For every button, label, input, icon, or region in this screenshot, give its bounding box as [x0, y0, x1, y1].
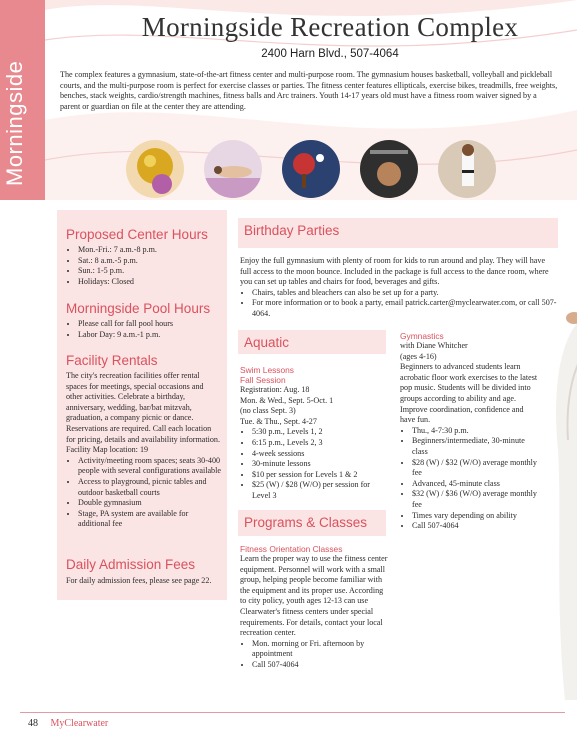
hours-item: • Sun.: 1-5 p.m. [78, 266, 221, 277]
rentals-heading: Facility Rentals [66, 353, 158, 368]
admission-heading: Daily Admission Fees [66, 557, 196, 572]
pool-section [66, 301, 221, 340]
yoga-photo [204, 140, 262, 198]
hours-item: • Holidays: Closed [78, 277, 221, 288]
pool-item: • Please call for fall pool hours [78, 319, 221, 330]
fall-session-label: Fall Session [240, 375, 286, 385]
gymnastics-item: • Advanced, 45-minute class [412, 479, 540, 490]
birthday-heading: Birthday Parties [244, 223, 340, 238]
gymnastics-section [400, 331, 540, 532]
intro-paragraph: The complex features a gymnasium, state-of-the-art fitness center and multi-purpose room. The gymnasium houses basketball, volleyball and pickleball courts, and the multi-purpose room is perfect for exercise classes or parties. The fitness center features ellipticals, exercise bikes, treadmills, free weights, benches, stack weights, cardio/strength machines, fitness balls and Arc trainers. Youth 14-17 years old must have a fitness room waiver signed by a parent or guardian on file at the center they are attending. [60, 70, 558, 111]
aquatic-item: • 4-week sessions [252, 449, 390, 460]
pool-item: • Labor Day: 9 a.m.-1 p.m. [78, 330, 221, 341]
aquatic-item: • 30-minute lessons [252, 459, 390, 470]
aquatic-line: Tue. & Thu., Sept. 4-27 [240, 416, 317, 426]
martial-artist-figure [540, 300, 577, 700]
gymnastics-text: Beginners to advanced students learn acrobatic floor work exercises to the latest pop music. Students will be divided into groups according to ability and age. Improve coordination, confidence and have fun. [400, 362, 538, 425]
fitness-machine-photo [360, 140, 418, 198]
hours-heading: Proposed Center Hours [66, 227, 208, 242]
programs-list [240, 639, 390, 671]
martial-arts-photo [438, 140, 496, 198]
ping-pong-photo [282, 140, 340, 198]
aquatic-item: • 5:30 p.m., Levels 1, 2 [252, 427, 390, 438]
hours-item: • Sat.: 8 a.m.-5 p.m. [78, 256, 221, 267]
birthday-item: • Chairs, tables and bleachers can also be set up for a party. [252, 288, 558, 299]
birthday-item: • For more information or to book a party, email patrick.carter@myclearwater.com, or call 507-4064. [252, 298, 558, 319]
rentals-item: • Activity/meeting room spaces; seats 30-400 people with several configurations available [78, 456, 221, 477]
gymnastics-item: • Times vary depending on ability [412, 511, 540, 522]
pool-heading: Morningside Pool Hours [66, 301, 211, 316]
footer-brand: MyClearwater [50, 718, 109, 729]
photo-strip [126, 140, 566, 200]
footer [28, 718, 108, 729]
gymnastics-item: • Beginners/intermediate, 30-minute class [412, 436, 540, 457]
gymnastics-line: (ages 4-16) [400, 351, 437, 361]
aquatic-item: • 6:15 p.m., Levels 2, 3 [252, 438, 390, 449]
hours-section [66, 227, 221, 287]
aquatic-item: • $25 (W) / $28 (W/O) per session for Level 3 [252, 480, 390, 501]
swim-lessons-label: Swim Lessons [240, 365, 294, 375]
gymnastics-item: • $28 (W) / $32 (W/O) average monthly fee [412, 458, 540, 479]
rentals-item: • Stage, PA system are available for additional fee [78, 509, 221, 530]
programs-item: • Call 507-4064 [252, 660, 390, 671]
aquatic-item: • $10 per session for Levels 1 & 2 [252, 470, 390, 481]
aquatic-line: (no class Sept. 3) [240, 406, 296, 416]
birthday-section [240, 256, 558, 320]
programs-text: Learn the proper way to use the fitness center equipment. Personnel will work with a small group, helping people become familiar with the equipment and its proper use. According to city policy, youth ages 12-13 can use Clearwater's fitness centers under special requirements. For details, contact your local recreation center. [240, 554, 388, 638]
rentals-item: • Access to playground, picnic tables and outdoor basketball courts [78, 477, 221, 498]
rentals-text: The city's recreation facilities offer rental spaces for meetings, special occasions and other activities. Celebrate a birthday, anniversary, wedding, bar/bat mitzvah, graduation, a company picnic or dance. Reservations are required. Call each location for pricing, details and availability information. Facility Map location: 19 [66, 371, 220, 455]
gymnastics-item: • $32 (W) / $36 (W/O) average monthly fee [412, 489, 540, 510]
aquatic-line: Mon. & Wed., Sept. 5-Oct. 1 [240, 395, 334, 405]
birthday-text: Enjoy the full gymnasium with plenty of room for kids to run around and play. They will have full access to the moon bounce. Included in the package is full access to the dance room, where you can set up tables and chairs for food, beverages and gifts. [240, 256, 549, 287]
hours-item: • Mon.-Fri.: 7 a.m.-8 p.m. [78, 245, 221, 256]
page-subtitle: 2400 Harn Blvd., 507-4064 [261, 48, 399, 60]
aquatic-section [240, 365, 390, 502]
gymnastics-line: with Diane Whitcher [400, 341, 468, 350]
aquatic-line: Registration: Aug. 18 [240, 385, 310, 394]
rentals-list [66, 456, 221, 530]
hours-list [66, 245, 221, 287]
fitness-ball-photo [126, 140, 184, 198]
page-number: 48 [28, 718, 38, 729]
admission-section [66, 557, 221, 587]
fitness-orientation-label: Fitness Orientation Classes [240, 544, 343, 554]
programs-heading: Programs & Classes [244, 515, 368, 530]
gymnastics-label: Gymnastics [400, 331, 444, 341]
footer-rule [20, 712, 565, 713]
aquatic-heading: Aquatic [244, 335, 290, 350]
gymnastics-list [400, 426, 540, 532]
aquatic-list [240, 427, 390, 501]
pool-list [66, 319, 221, 340]
gymnastics-item: • Thu., 4-7:30 p.m. [412, 426, 540, 437]
admission-text: For daily admission fees, please see page 22. [66, 576, 212, 585]
rentals-item: • Double gymnasium [78, 498, 221, 509]
rentals-section [66, 353, 221, 530]
programs-item: • Mon. morning or Fri. afternoon by appointment [252, 639, 390, 660]
birthday-list [240, 288, 558, 320]
side-label: Morningside [2, 60, 27, 186]
programs-section [240, 544, 390, 671]
gymnastics-item: • Call 507-4064 [412, 521, 540, 532]
page-title: Morningside Recreation Complex [141, 12, 519, 42]
